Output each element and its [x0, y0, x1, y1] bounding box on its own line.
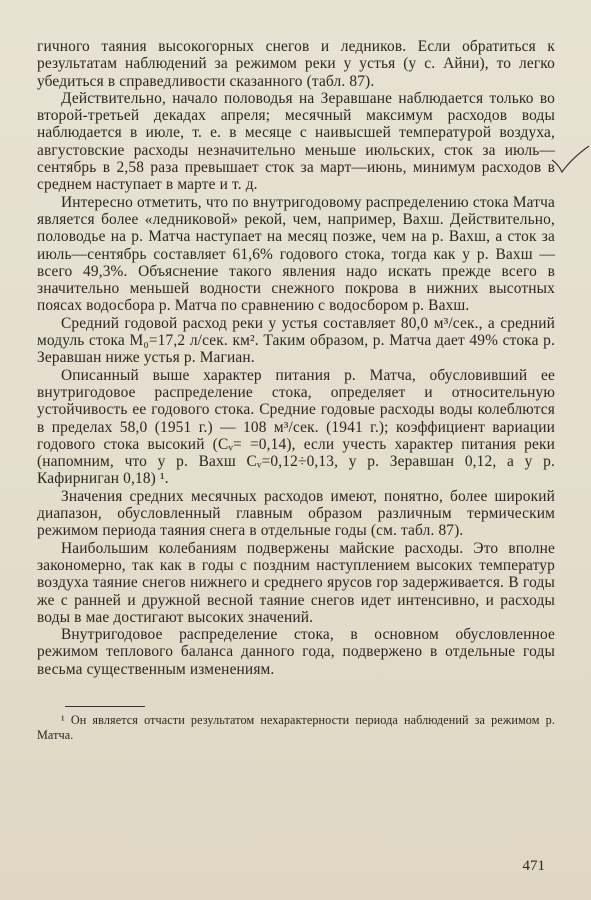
paragraph-2: Действительно, начало половодья на Зеравшане наблюдается только во второй-третьей декадах апреля; месячный максимум расходов воды наблюдается в июле, т. е. в месяце с наивысшей температурой воздуха, августовские расходы незначительно меньше июльских, сток за июль—сентябрь в 2,58 раза превышает сток за март—июнь, минимум расходов в среднем наступает в марте и т. д.: [37, 89, 555, 194]
paragraph-7: Наибольшим колебаниям подвержены майские расходы. Это вполне закономерно, так как в годы с поздним наступлением высоких температур воздуха таяние снегов нижнего и среднего ярусов гор задерживается. В годы же с ранней и дружной весной таяние снегов идет интенсивно, и расходы воды в мае достигают высоких значений.: [37, 539, 555, 626]
footnote: [37, 713, 555, 743]
paragraph-5: Описанный выше характер питания р. Матча, обусловивший ее внутригодовое распределение стока, определяет и относительную устойчивость ее годового стока. Средние годовые расходы воды колеблются в пределах 58,0 (1951 г.) — 108 м³/сек. (1941 г.); коэффициент вариации годового стока высокий (Cᵥ= =0,14), если учесть характер питания реки (напомним, что у р. Вахш Cᵥ=0,12÷0,13, у р. Зеравшан 0,12, а у р. Кафирниган 0,18) ¹.: [37, 366, 555, 488]
paragraph-4: Средний годовой расход реки у устья составляет 80,0 м³/сек., а средний модуль стока M₀=17,2 л/сек. км². Таким образом, р. Матча дает 49% стока р. Зеравшан ниже устья р. Магиан.: [37, 314, 555, 367]
footnote-text: ¹ Он является отчасти результатом нехарактерности периода наблюдений за режимом р. Матча.: [37, 712, 555, 742]
handwritten-check-mark: [550, 140, 591, 180]
page-number: 471: [522, 858, 545, 874]
body-text: [37, 38, 555, 678]
footnote-divider: [65, 706, 145, 707]
paragraph-6: Значения средних месячных расходов имеют, понятно, более широкий диапазон, обусловленный главным образом различным термическим режимом периода таяния снега в отдельные годы (см. табл. 87).: [37, 487, 555, 540]
paragraph-1: гичного таяния высокогорных снегов и ледников. Если обратиться к результатам наблюдений за режимом реки у устья (у с. Айни), то легко убедиться в справедливости сказанного (табл. 87).: [37, 38, 555, 90]
paragraph-3: Интересно отметить, что по внутригодовому распределению стока Матча является более «ледниковой» рекой, чем, например, Вахш. Действительно, половодье на р. Матча наступает на месяц позже, чем на р. Вахш, а сток за июль—сентябрь составляет 61,6% годового стока, тогда как у р. Вахш — всего 49,3%. Объяснение такого явления надо искать прежде всего в значительно меньшей водности снежного покрова в нижних высотных поясах водосбора р. Матча по сравнению с водосбором р. Вахш.: [37, 193, 555, 315]
paragraph-8: Внутригодовое распределение стока, в основном обусловленное режимом теплового баланса данного года, подвержено в отдельные годы весьма существенным изменениям.: [37, 626, 555, 678]
